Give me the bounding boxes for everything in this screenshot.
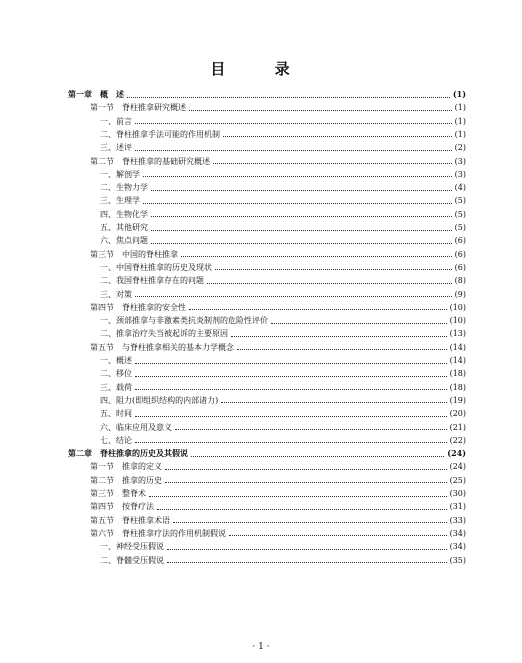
toc-entry-label: 五、其他研究	[100, 223, 148, 232]
dot-leader	[175, 428, 447, 430]
toc-entry-page: (20)	[449, 409, 466, 419]
toc-entry-label: 第二章 脊柱推拿的历史及其假说	[68, 448, 188, 459]
toc-entry[interactable]	[100, 381, 466, 394]
toc-entry[interactable]	[100, 421, 466, 434]
toc-entry[interactable]	[100, 181, 466, 194]
dot-leader	[231, 335, 447, 337]
toc-entry-label: 七、结论	[100, 435, 132, 445]
toc-entry-label: 第三节 中国的脊柱推拿	[90, 249, 178, 259]
toc-entry-page: (5)	[454, 223, 466, 232]
dot-leader	[221, 401, 446, 403]
dot-leader	[167, 548, 447, 550]
toc-entry-page: (25)	[449, 475, 466, 485]
dot-leader	[189, 308, 447, 310]
toc-entry-label: 一、概述	[100, 356, 132, 365]
toc-entry-page: (3)	[454, 169, 466, 179]
toc-entry[interactable]	[100, 554, 466, 567]
dot-leader	[223, 135, 452, 137]
toc-entry-label: 一、中国脊柱推拿的历史及现状	[100, 262, 212, 272]
dot-leader	[151, 189, 452, 191]
dot-leader	[135, 122, 452, 124]
dot-leader	[157, 508, 447, 510]
toc-entry[interactable]	[68, 447, 466, 460]
toc-entry-label: 四、阻力(即组织结构的内部诸力)	[100, 395, 219, 405]
dot-leader	[165, 481, 447, 483]
toc-entry[interactable]	[100, 314, 466, 327]
toc-entry-label: 二、生物力学	[100, 183, 148, 193]
dot-leader	[173, 521, 447, 523]
toc-entry[interactable]	[100, 394, 466, 407]
toc-entry-page: (18)	[449, 369, 466, 379]
toc-entry-label: 二、脊柱推拿手法可能的作用机制	[100, 129, 220, 139]
toc-entry[interactable]	[100, 221, 466, 234]
dot-leader	[135, 295, 452, 297]
toc-entry[interactable]	[100, 288, 466, 301]
dot-leader	[135, 149, 452, 151]
toc-entry-label: 三、载荷	[100, 382, 132, 392]
dot-leader	[149, 495, 447, 497]
dot-leader	[213, 162, 452, 164]
toc-entry[interactable]	[100, 168, 466, 181]
toc-entry-page: (5)	[454, 196, 466, 206]
dot-leader	[215, 268, 452, 270]
toc-entry-page: (1)	[452, 89, 466, 99]
toc-entry[interactable]	[100, 407, 466, 420]
toc-entry-label: 二、脊髓受压假说	[100, 555, 164, 565]
toc-entry-page: (35)	[449, 555, 466, 565]
toc-entry-page: (22)	[449, 435, 466, 445]
toc-entry-page: (18)	[449, 382, 466, 392]
toc-entry-page: (24)	[447, 448, 466, 459]
toc-entry[interactable]	[100, 540, 466, 553]
toc-entry-label: 六、临床应用及意义	[100, 422, 172, 432]
toc-entry-label: 二、推拿治疗失当被起诉的主要原因	[100, 329, 228, 339]
toc-entry-page: (24)	[449, 462, 466, 472]
toc-entry-label: 第六节 脊柱推拿疗法的作用机制假说	[90, 528, 226, 538]
toc-entry-page: (14)	[449, 356, 466, 365]
toc-entry-page: (30)	[449, 489, 466, 498]
toc-entry-label: 一、解剖学	[100, 169, 140, 179]
toc-entry-page: (1)	[454, 116, 466, 126]
toc-entry-label: 第二节 推拿的历史	[90, 475, 162, 485]
toc-entry[interactable]	[100, 128, 466, 141]
toc-entry-page: (1)	[454, 103, 466, 113]
toc-entry-page: (33)	[449, 515, 466, 525]
toc-entry-label: 六、焦点问题	[100, 236, 148, 246]
toc-entry-label: 三、述评	[100, 143, 132, 153]
dot-leader	[151, 229, 452, 231]
dot-leader	[135, 441, 447, 443]
toc-entry-label: 第四节 脊柱推拿的安全性	[90, 302, 186, 312]
toc-entry-page: (21)	[449, 422, 466, 432]
dot-leader	[143, 202, 452, 204]
toc-entry[interactable]	[100, 261, 466, 274]
dot-leader	[229, 534, 447, 536]
toc-entry-page: (6)	[454, 249, 466, 259]
toc-entry[interactable]	[100, 434, 466, 447]
toc-entry[interactable]	[90, 460, 466, 473]
toc-entry-label: 第五节 脊柱推拿术语	[90, 515, 170, 525]
dot-leader	[135, 375, 447, 377]
toc-entry-label: 第一节 推拿的定义	[90, 462, 162, 472]
toc-entry-page: (2)	[454, 143, 466, 153]
dot-leader	[151, 215, 452, 217]
dot-leader	[143, 175, 452, 177]
toc-entry-page: (19)	[449, 395, 466, 405]
toc-entry[interactable]	[68, 88, 466, 101]
toc-entry-label: 一、前言	[100, 116, 132, 126]
toc-entry-page: (34)	[449, 542, 466, 552]
toc-entry[interactable]	[90, 248, 466, 261]
dot-leader	[165, 468, 447, 470]
toc-entry[interactable]	[100, 194, 466, 207]
toc-entry-page: (10)	[449, 316, 466, 326]
dot-leader	[181, 255, 452, 257]
toc-entry[interactable]	[100, 208, 466, 221]
toc-entry[interactable]	[100, 141, 466, 154]
toc-entry-page: (6)	[454, 236, 466, 246]
toc-entry-label: 一、神经受压假说	[100, 542, 164, 552]
toc-entry-page: (31)	[449, 502, 466, 512]
dot-leader	[189, 109, 452, 111]
dot-leader	[135, 362, 447, 364]
toc-entry-page: (13)	[449, 329, 466, 339]
page-number: · 1 ·	[252, 642, 270, 652]
dot-leader	[127, 96, 450, 98]
toc-entry[interactable]	[100, 354, 466, 367]
toc-entry-page: (10)	[449, 302, 466, 312]
toc-entry[interactable]	[90, 155, 466, 168]
dot-leader	[237, 348, 447, 350]
toc-entry-label: 第四节 按脊疗法	[90, 502, 154, 512]
toc-entry[interactable]	[90, 487, 466, 500]
toc-entry-label: 三、对策	[100, 289, 132, 299]
toc-entry[interactable]	[100, 115, 466, 128]
toc-entry-page: (8)	[454, 276, 466, 286]
toc-entry-label: 第三节 整脊术	[90, 489, 146, 498]
toc-entry-label: 二、移位	[100, 369, 132, 379]
toc-entry[interactable]	[90, 341, 466, 354]
dot-leader	[135, 388, 447, 390]
toc-entry-label: 第一章 概 述	[68, 89, 124, 99]
toc-entry-page: (1)	[454, 129, 466, 139]
toc-entry-label: 四、生物化学	[100, 209, 148, 219]
toc-entry-label: 二、我国脊柱推拿存在的问题	[100, 276, 204, 286]
toc-entry-page: (5)	[454, 209, 466, 219]
toc-entry[interactable]	[100, 367, 466, 380]
toc-entry-label: 第二节 脊柱推拿的基础研究概述	[90, 156, 210, 166]
toc-entry-page: (4)	[454, 183, 466, 193]
dot-leader	[191, 455, 444, 457]
dot-leader	[151, 242, 452, 244]
toc-entry[interactable]	[90, 527, 466, 540]
toc-entry-label: 一、颈部推拿与非激素类抗炎制剂的危险性评价	[100, 316, 268, 326]
toc-entry-label: 第五节 与脊柱推拿相关的基本力学概念	[90, 342, 234, 352]
dot-leader	[167, 561, 447, 563]
toc-entry[interactable]	[100, 327, 466, 340]
toc-entry-page: (6)	[454, 262, 466, 272]
toc-entry-label: 三、生理学	[100, 196, 140, 206]
toc-entry-page: (3)	[454, 156, 466, 166]
toc-entry-page: (9)	[454, 289, 466, 299]
toc-entry[interactable]	[90, 474, 466, 487]
toc-entry[interactable]	[100, 234, 466, 247]
toc-entry-page: (34)	[449, 528, 466, 538]
toc-entry[interactable]	[90, 500, 466, 513]
toc-entry-label: 五、时间	[100, 409, 132, 419]
dot-leader	[207, 282, 452, 284]
toc-entry-page: (14)	[449, 342, 466, 352]
page-title: 目 录	[210, 60, 312, 78]
toc-entry[interactable]	[90, 301, 466, 314]
toc-entry[interactable]	[100, 274, 466, 287]
toc-entry-label: 第一节 脊柱推拿研究概述	[90, 103, 186, 113]
dot-leader	[271, 322, 447, 324]
dot-leader	[135, 415, 447, 417]
toc-entry[interactable]	[90, 514, 466, 527]
toc-entry[interactable]	[90, 101, 466, 114]
